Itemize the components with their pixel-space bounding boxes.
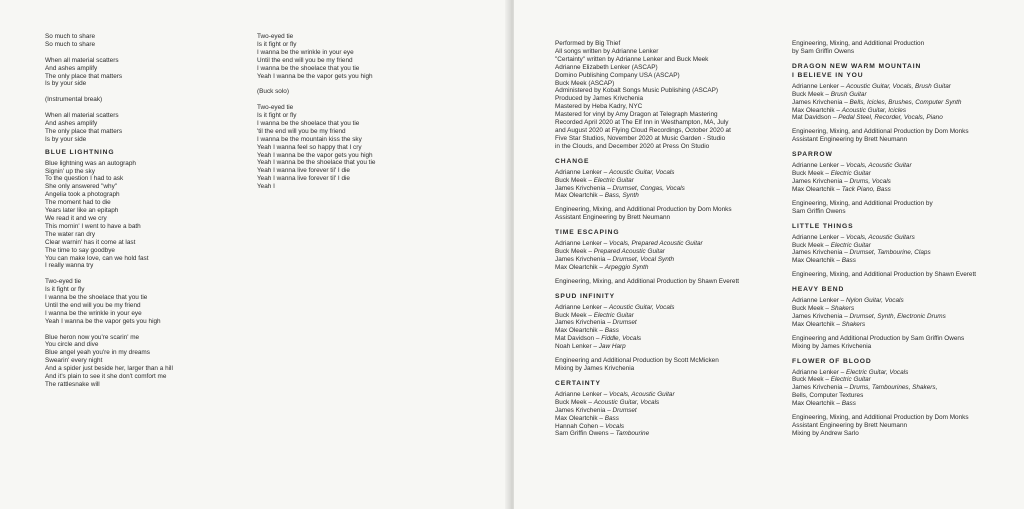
credit-line: Adrianne Lenker – Nylon Guitar, Vocals	[792, 297, 904, 305]
lyrics-column-2	[257, 33, 375, 191]
production-notes	[555, 278, 739, 286]
credit-line: Adrianne Lenker – Acoustic Guitar, Vocals, Brush Guitar	[792, 82, 951, 90]
credit-line: Adrianne Elizabeth Lenker (ASCAP)	[555, 63, 658, 71]
song-heading: SPUD INFINITY	[555, 292, 616, 300]
lyric-line: Yeah I wanna be the vapor gets you high	[45, 317, 161, 325]
lyric-line: Is by your side	[45, 135, 87, 143]
note-line: Mixing by James Krivchenia	[792, 342, 872, 350]
blank-line	[45, 326, 173, 334]
note-line: Engineering and Additional Production by Sam Griffin Owens	[792, 334, 965, 342]
lyric-line: The time to say goodbye	[45, 246, 115, 254]
credit-line: Sam Griffin Owens – Tambourine	[555, 430, 650, 438]
credit-line: Buck Meek – Electric Guitar	[792, 241, 871, 249]
lyric-line: And a spider just beside her, larger than a hill	[45, 365, 173, 373]
production-notes	[555, 206, 739, 222]
lyric-line: Until the end will you be my friend	[257, 56, 353, 64]
credit-line: Max Oleartchik – Tack Piano, Bass	[792, 185, 891, 193]
production-notes	[555, 357, 739, 373]
lyric-line: The water ran dry	[45, 230, 96, 238]
credit-line: James Krivchenia – Drumset, Synth, Electronic Drums	[792, 312, 946, 320]
lyric-line: Until the end will you be my friend	[45, 301, 141, 309]
lyric-line: Yeah I wanna feel so happy that I cry	[257, 143, 362, 151]
lyric-line: Blue heron now you're scarin' me	[45, 333, 140, 341]
lyric-line: Blue angel yeah you're in my dreams	[45, 349, 150, 357]
lyric-line: I wanna be the shoelace that you tie	[45, 294, 148, 302]
song-heading: CHANGE	[555, 157, 590, 165]
note-line: Assistant Engineering by Brett Neumann	[555, 214, 671, 222]
blank-line	[45, 88, 173, 96]
lyric-line: Swearin' every night	[45, 357, 103, 365]
lyric-line: I wanna be the wrinkle in your eye	[257, 48, 354, 56]
credit-list	[792, 297, 976, 329]
lyric-line: You circle and dive	[45, 341, 99, 349]
lyric-line: Yeah I wanna be the shoelace that you tie	[257, 159, 376, 167]
credit-line: Max Oleartchik – Acoustic Guitar, Icicles	[792, 106, 907, 114]
credit-line: Adrianne Lenker – Acoustic Guitar, Vocals	[555, 168, 675, 176]
lyric-line: I wanna be the shoelace that you tie	[257, 64, 360, 72]
lyric-line: Is it fight or fly	[45, 286, 85, 294]
credit-list	[555, 304, 739, 351]
credit-line: Max Oleartchik – Bass, Synth	[555, 192, 639, 200]
lyric-line: She only answered "why"	[45, 183, 118, 191]
credit-line: Mastered by Heba Kadry, NYC	[555, 103, 643, 111]
lyric-line: And ashes amplify	[45, 64, 98, 72]
lyric-line: The rattlesnake will	[45, 380, 100, 388]
credit-line: James Krivchenia – Drumset, Vocal Synth	[555, 255, 675, 263]
production-notes	[792, 335, 976, 351]
lyric-line: (Instrumental break)	[45, 96, 103, 104]
credit-list	[555, 240, 739, 272]
note-line: Engineering, Mixing, and Additional Production by Shawn Everett	[555, 277, 740, 285]
credit-line: Bells, Computer Textures	[792, 392, 864, 400]
lyric-line: So much to share	[45, 40, 96, 48]
song-heading: I BELIEVE IN YOU	[792, 71, 864, 79]
left-page	[0, 0, 510, 509]
lyric-line: Years later like an epitaph	[45, 207, 119, 215]
blank-line	[257, 96, 375, 104]
note-line: Engineering, Mixing, and Additional Production by	[792, 199, 933, 207]
right-page	[514, 0, 1024, 509]
credit-line: James Krivchenia – Drums, Vocals	[792, 177, 891, 185]
credits-column-2	[792, 40, 976, 444]
production-notes	[792, 414, 976, 438]
note-line: Sam Griffin Owens	[792, 207, 846, 215]
credit-line: Five Star Studios, November 2020 at Music Garden - Studio	[555, 134, 726, 142]
credit-line: James Krivchenia – Drumset	[555, 406, 637, 414]
note-line: Mixing by James Krivchenia	[555, 365, 635, 372]
lyric-line: I wanna be the shoelace that you tie	[257, 119, 360, 127]
credit-line: Performed by Big Thief	[555, 40, 621, 47]
credit-line: Buck Meek – Electric Guitar	[792, 376, 871, 384]
credit-line: James Krivchenia – Drumset, Tambourine, Claps	[792, 249, 931, 257]
credit-line: Adrianne Lenker – Electric Guitar, Vocals	[792, 368, 909, 376]
lyric-line: Angelia took a photograph	[45, 191, 120, 199]
credit-line: Buck Meek – Brush Guitar	[792, 90, 867, 98]
credit-line: "Certainty" written by Adrianne Lenker and Buck Meek	[555, 55, 709, 63]
general-credits	[555, 40, 739, 151]
credit-line: Max Oleartchik – Arpeggio Synth	[555, 263, 649, 271]
lyric-line: I wanna be the wrinkle in your eye	[45, 309, 142, 317]
lyric-line: The only place that matters	[45, 127, 123, 135]
lyric-line: So much to share	[45, 33, 96, 40]
blank-line	[45, 270, 173, 278]
song-heading: FLOWER OF BLOOD	[792, 357, 872, 365]
song-heading: TIME ESCAPING	[555, 229, 620, 237]
credit-line: Buck Meek (ASCAP)	[555, 79, 615, 87]
note-line: Engineering and Additional Production by Scott McMicken	[555, 357, 719, 365]
note-line: Assistant Engineering by Brett Neumann	[792, 422, 908, 429]
credit-line: Buck Meek – Electric Guitar	[555, 176, 634, 184]
credit-line: Adrianne Lenker – Vocals, Acoustic Guitars	[792, 233, 915, 241]
blank-line	[45, 104, 173, 112]
credit-line: Domino Publishing Company USA (ASCAP)	[555, 71, 680, 79]
credit-line: Produced by James Krivchenia	[555, 95, 644, 103]
note-line: Engineering, Mixing, and Additional Production	[792, 40, 925, 47]
note-line: Assistant Engineering by Brett Neumann	[792, 136, 908, 144]
lyric-line: I really wanna try	[45, 262, 94, 270]
blank-line	[45, 49, 173, 57]
lyric-line: And ashes amplify	[45, 119, 98, 127]
credit-list	[555, 169, 739, 201]
credit-line: Recorded April 2020 at The Elf Inn in Westhampton, MA, July	[555, 119, 729, 127]
credit-list	[792, 369, 976, 409]
lyric-line: I wanna be the mountain kiss the sky	[257, 135, 362, 143]
lyric-line: The moment had to die	[45, 199, 111, 207]
note-line: by Sam Griffin Owens	[792, 47, 855, 55]
credit-line: Adrianne Lenker – Acoustic Guitar, Vocals	[555, 303, 675, 311]
note-line: Engineering, Mixing, and Additional Production by Dom Monks	[792, 128, 969, 136]
credit-line: All songs written by Adrianne Lenker	[555, 47, 659, 55]
song-heading: HEAVY BEND	[792, 286, 845, 294]
credit-line: Adrianne Lenker – Vocals, Acoustic Guitar	[792, 162, 912, 170]
production-notes	[792, 128, 976, 144]
lyric-line: This mornin' I went to have a bath	[45, 222, 141, 230]
credit-list	[792, 234, 976, 266]
lyric-line: To the question I had to ask	[45, 175, 124, 183]
credit-line: Buck Meek – Acoustic Guitar, Vocals	[555, 398, 660, 406]
note-line: Mixing by Andrew Sarlo	[792, 429, 859, 437]
lyrics-column-1	[45, 33, 173, 389]
production-notes	[792, 40, 976, 56]
credit-line: Buck Meek – Shakers	[792, 305, 855, 313]
credit-line: Max Oleartchik – Bass	[555, 414, 619, 422]
lyric-line: Clear warnin' has it come at last	[45, 238, 136, 246]
credit-line: Max Oleartchik – Shakers	[792, 320, 866, 328]
song-heading: SPARROW	[792, 151, 833, 159]
credit-line: James Krivchenia – Drumset	[555, 319, 637, 327]
production-notes	[792, 271, 976, 279]
credit-line: in the Clouds, and December 2020 at Press On Studio	[555, 142, 710, 150]
credits-column-1	[555, 40, 739, 444]
credit-line: Administered by Kobalt Songs Music Publishing (ASCAP)	[555, 87, 719, 95]
note-line: Engineering, Mixing, and Additional Production by Dom Monks	[792, 414, 969, 422]
credit-list	[792, 162, 976, 194]
song-heading: CERTAINTY	[555, 379, 601, 387]
lyric-line: Yeah I wanna live forever til' I die	[257, 175, 350, 183]
credit-line: Noah Lenker – Jaw Harp	[555, 343, 626, 351]
credit-list	[555, 391, 739, 438]
lyric-line: Yeah I	[257, 183, 275, 191]
credit-line: Mastered for vinyl by Amy Dragon at Telegraph Mastering	[555, 111, 718, 119]
lyric-line: Is it fight or fly	[257, 40, 297, 48]
lyric-line: Two-eyed tie	[257, 104, 294, 112]
credit-line: Adrianne Lenker – Vocals, Acoustic Guitar	[555, 390, 675, 398]
credit-line: and August 2020 at Flying Cloud Recordings, October 2020 at	[555, 126, 731, 134]
lyric-line: You can make love, can we hold fast	[45, 254, 149, 262]
credit-line: Mat Davidson – Fiddle, Vocals	[555, 335, 642, 343]
blank-line	[257, 80, 375, 88]
note-line: Engineering, Mixing, and Additional Production by Shawn Everett	[792, 271, 977, 279]
lyric-line: And it's plain to see it she don't comfort me	[45, 373, 167, 381]
lyric-line: When all material scatters	[45, 112, 119, 120]
lyric-line: Yeah I wanna be the vapor gets you high	[257, 151, 373, 159]
song-title: BLUE LIGHTNING	[45, 148, 115, 156]
lyric-line: Yeah I wanna live forever til' I die	[257, 167, 350, 175]
lyric-line: We read it and we cry	[45, 214, 107, 222]
credit-line: James Krivchenia – Drumset, Congas, Vocals	[555, 184, 685, 192]
lyric-line: (Buck solo)	[257, 88, 289, 96]
credit-line: James Krivchenia – Drums, Tambourines, Shakers,	[792, 384, 938, 392]
production-notes	[792, 200, 976, 216]
lyric-line: Is by your side	[45, 80, 87, 88]
credit-line: Max Oleartchik – Bass	[555, 327, 619, 335]
lyric-line: 'til the end will you be my friend	[257, 127, 346, 135]
lyric-line: The only place that matters	[45, 72, 123, 80]
song-heading: LITTLE THINGS	[792, 222, 854, 230]
song-heading: DRAGON NEW WARM MOUNTAIN	[792, 62, 922, 70]
credit-line: Max Oleartchik – Bass	[792, 257, 856, 265]
lyric-line: Is it fight or fly	[257, 112, 297, 120]
credit-line: Buck Meek – Electric Guitar	[792, 170, 871, 178]
credit-line: James Krivchenia – Bells, Icicles, Brushes, Computer Synth	[792, 98, 962, 106]
lyric-line: When all material scatters	[45, 56, 119, 64]
lyric-line: Signin' up the sky	[45, 167, 95, 175]
credit-line: Max Oleartchik – Bass	[792, 400, 856, 408]
lyric-line: Two-eyed tie	[257, 33, 294, 40]
lyric-line: Blue lightning was an autograph	[45, 159, 136, 167]
credit-line: Adrianne Lenker – Vocals, Prepared Acoustic Guitar	[555, 240, 703, 248]
lyric-line: Yeah I wanna be the vapor gets you high	[257, 72, 373, 80]
credit-list	[792, 83, 976, 123]
credit-line: Buck Meek – Prepared Acoustic Guitar	[555, 248, 665, 256]
credit-line: Hannah Cohen – Vocals	[555, 422, 625, 430]
lyric-line: Two-eyed tie	[45, 278, 82, 286]
credit-line: Buck Meek – Electric Guitar	[555, 311, 634, 319]
note-line: Engineering, Mixing, and Additional Production by Dom Monks	[555, 206, 732, 214]
credit-line: Mat Davidson – Pedal Steel, Recorder, Vocals, Piano	[792, 114, 943, 122]
